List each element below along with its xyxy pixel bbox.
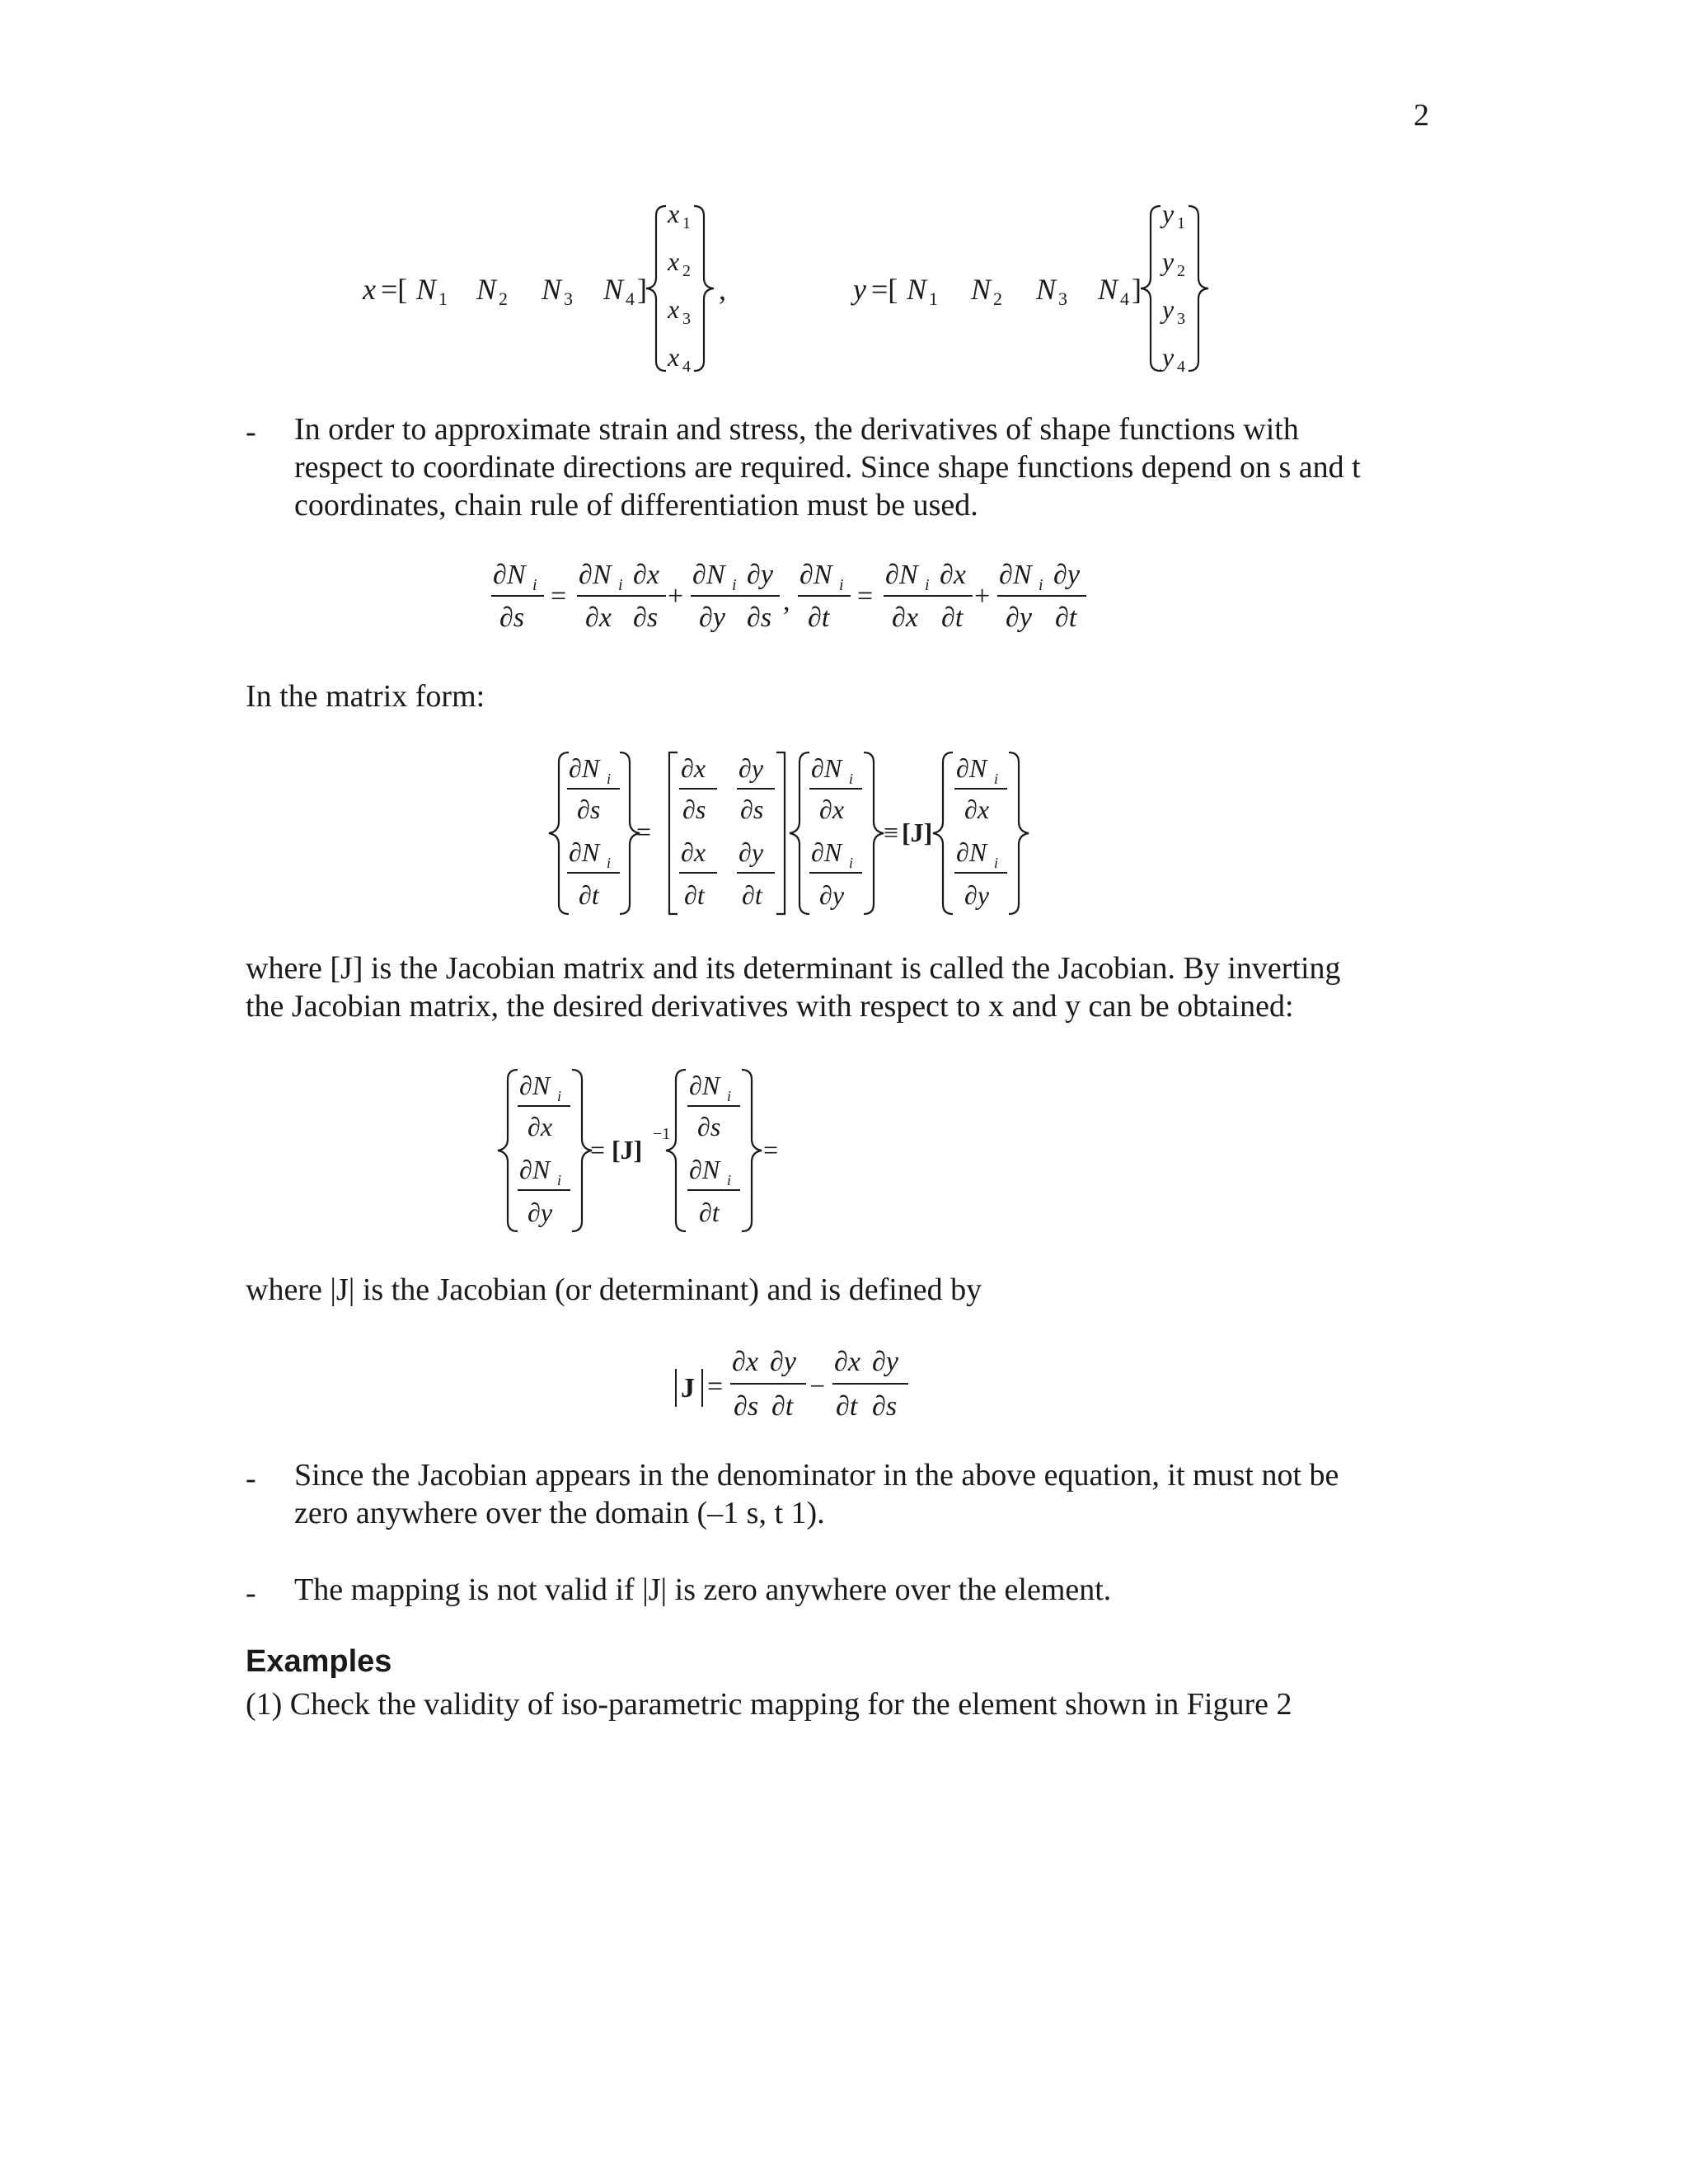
svg-text:y: y <box>1162 342 1175 372</box>
svg-text:1: 1 <box>1177 214 1185 232</box>
svg-text:]: ] <box>637 273 647 306</box>
svg-text:4: 4 <box>1120 288 1129 309</box>
svg-text:∂t: ∂t <box>771 1391 794 1422</box>
example-1-text: (1) Check the validity of iso-parametric mapping for the element shown in Figure 2 <box>246 1687 1292 1722</box>
svg-text:N: N <box>971 273 992 306</box>
svg-text:i: i <box>557 1172 562 1188</box>
svg-text:∂s: ∂s <box>633 602 659 633</box>
svg-text:∂t: ∂t <box>742 880 762 910</box>
svg-text:∂t: ∂t <box>1055 602 1077 633</box>
svg-text:∂N: ∂N <box>811 753 842 783</box>
eq-x-col-3: x <box>668 294 680 324</box>
equation-determinant <box>0 1339 1688 1430</box>
svg-text:∂x: ∂x <box>834 1347 860 1377</box>
eq-x-row-1: N <box>416 273 437 306</box>
svg-text:∂t: ∂t <box>699 1197 720 1227</box>
svg-text:∂N: ∂N <box>999 560 1032 590</box>
svg-text:∂t: ∂t <box>808 602 830 633</box>
svg-text:−: − <box>809 1371 826 1402</box>
svg-text:∂N: ∂N <box>579 560 612 590</box>
bullet-paragraph-3: The mapping is not valid if |J| is zero anywhere over the element. <box>294 1572 1112 1607</box>
svg-text:∂y: ∂y <box>528 1197 553 1227</box>
svg-text:∂x: ∂x <box>585 602 612 633</box>
eq-x-col-4: x <box>668 342 680 372</box>
jacobian-symbol: [J] <box>902 818 933 847</box>
svg-text:∂y: ∂y <box>770 1347 796 1377</box>
svg-text:∂y: ∂y <box>819 880 845 910</box>
svg-text:∂y: ∂y <box>1006 602 1032 633</box>
svg-text:1: 1 <box>682 214 691 232</box>
svg-text:∂y: ∂y <box>738 837 764 867</box>
svg-text:3: 3 <box>564 288 573 309</box>
svg-text:∂N: ∂N <box>569 753 600 783</box>
svg-text:=[: =[ <box>871 273 898 306</box>
determinant-paragraph: where |J| is the Jacobian (or determinant) and is defined by <box>246 1272 982 1307</box>
svg-text:i: i <box>839 576 844 594</box>
svg-text:i: i <box>532 576 537 594</box>
svg-text:∂s: ∂s <box>499 602 525 633</box>
page-number: 2 <box>1414 98 1429 133</box>
svg-text:∂x: ∂x <box>633 560 659 590</box>
svg-text:2: 2 <box>682 262 691 280</box>
eq-x-row-3: N <box>542 273 562 306</box>
svg-text:∂x: ∂x <box>681 753 706 783</box>
svg-text:=[: =[ <box>381 273 408 306</box>
eq-x-lhs: x <box>363 273 376 306</box>
svg-text:∂y: ∂y <box>747 560 773 590</box>
svg-text:∂x: ∂x <box>819 794 845 824</box>
svg-text:∂y: ∂y <box>964 880 990 910</box>
examples-heading: Examples <box>246 1644 392 1679</box>
svg-text:i: i <box>994 855 999 871</box>
equation-coordinate-mapping <box>0 190 1688 387</box>
svg-text:∂N: ∂N <box>692 560 725 590</box>
eq-x-col-1: x <box>668 199 680 228</box>
matrix-form-label: In the matrix form: <box>246 679 485 714</box>
svg-text:∂x: ∂x <box>528 1112 553 1141</box>
svg-text:∂s: ∂s <box>577 794 601 824</box>
determinant-symbol: J <box>681 1373 695 1404</box>
equation-chain-rule <box>0 551 1688 641</box>
svg-text:i: i <box>994 771 999 787</box>
svg-text:4: 4 <box>1177 358 1185 376</box>
bullet-dash-1: - <box>246 415 256 449</box>
equation-inverse-jacobian <box>0 1063 1688 1244</box>
bullet-dash-2: - <box>246 1461 256 1496</box>
svg-text:y: y <box>1162 294 1175 324</box>
svg-text:2: 2 <box>1177 262 1185 280</box>
svg-text:−1: −1 <box>653 1125 671 1143</box>
svg-text:∂s: ∂s <box>697 1112 721 1141</box>
svg-text:i: i <box>925 576 930 594</box>
svg-text:i: i <box>607 771 612 787</box>
svg-text:∂N: ∂N <box>956 837 987 867</box>
eq-x-col-2: x <box>668 246 680 276</box>
svg-text:∂t: ∂t <box>684 880 705 910</box>
svg-text:3: 3 <box>682 310 691 328</box>
svg-text:∂N: ∂N <box>811 837 842 867</box>
svg-text:∂x: ∂x <box>892 602 918 633</box>
svg-text:i: i <box>727 1088 732 1104</box>
svg-text:∂N: ∂N <box>885 560 918 590</box>
svg-text:≡: ≡ <box>884 818 899 847</box>
svg-text:i: i <box>849 855 854 871</box>
svg-text:=: = <box>763 1135 779 1165</box>
svg-text:N: N <box>1036 273 1057 306</box>
svg-text:,: , <box>783 586 790 616</box>
svg-text:i: i <box>727 1172 732 1188</box>
bullet-paragraph-2: Since the Jacobian appears in the denominator in the above equation, it must not be zero anywhere over the domain (–1 s, t 1). <box>294 1458 1339 1530</box>
svg-text:i: i <box>557 1088 562 1104</box>
svg-text:3: 3 <box>1177 310 1185 328</box>
svg-text:∂t: ∂t <box>579 880 599 910</box>
svg-text:∂y: ∂y <box>1053 560 1080 590</box>
svg-text:∂N: ∂N <box>956 753 987 783</box>
svg-text:+: + <box>668 581 684 612</box>
svg-text:∂N: ∂N <box>519 1155 551 1184</box>
jacobian-paragraph: where [J] is the Jacobian matrix and its determinant is called the Jacobian. By inverting the Jacobian matrix, the desired derivatives with respect to x and y can be obtained: <box>246 951 1341 1024</box>
svg-text:∂N: ∂N <box>689 1155 720 1184</box>
svg-text:∂s: ∂s <box>682 794 706 824</box>
svg-text:∂N: ∂N <box>569 837 600 867</box>
svg-text:y: y <box>1162 199 1175 228</box>
svg-text:1: 1 <box>929 288 938 309</box>
svg-text:∂s: ∂s <box>740 794 764 824</box>
svg-text:+: + <box>974 581 991 612</box>
svg-text:∂N: ∂N <box>519 1071 551 1100</box>
svg-text:∂s: ∂s <box>734 1391 759 1422</box>
svg-text:∂x: ∂x <box>681 837 706 867</box>
svg-text:3: 3 <box>1058 288 1067 309</box>
svg-text:2: 2 <box>499 288 508 309</box>
svg-text:∂N: ∂N <box>799 560 832 590</box>
svg-text:=: = <box>636 817 652 846</box>
svg-text:=: = <box>551 581 567 612</box>
svg-text:∂x: ∂x <box>732 1347 758 1377</box>
svg-text:2: 2 <box>993 288 1002 309</box>
svg-text:y: y <box>1162 246 1175 276</box>
svg-text:∂y: ∂y <box>872 1347 898 1377</box>
svg-text:=: = <box>707 1371 724 1402</box>
svg-text:∂t: ∂t <box>941 602 964 633</box>
svg-text:∂s: ∂s <box>747 602 772 633</box>
svg-text:=: = <box>857 581 874 612</box>
bullet-paragraph-1: In order to approximate strain and stress, the derivatives of shape functions with respect to coordinate directions are required. Since shape functions depend on s and t coordinates, chain rule of differentiation must be used. <box>294 412 1361 523</box>
inverse-jacobian-symbol: [J] <box>612 1135 643 1165</box>
svg-text:∂y: ∂y <box>699 602 725 633</box>
svg-text:4: 4 <box>626 288 635 309</box>
svg-text:]: ] <box>1132 273 1142 306</box>
svg-text:1: 1 <box>438 288 448 309</box>
svg-text:i: i <box>618 576 623 594</box>
svg-text:4: 4 <box>682 358 691 376</box>
svg-text:∂x: ∂x <box>940 560 966 590</box>
svg-text:N: N <box>1098 273 1118 306</box>
svg-text:i: i <box>607 855 612 871</box>
svg-text:∂N: ∂N <box>493 560 526 590</box>
svg-text:∂N: ∂N <box>689 1071 720 1100</box>
svg-text:∂y: ∂y <box>738 753 764 783</box>
svg-text:∂x: ∂x <box>964 794 990 824</box>
svg-text:∂s: ∂s <box>872 1391 898 1422</box>
svg-text:i: i <box>1039 576 1043 594</box>
eq-x-row-2: N <box>476 273 497 306</box>
svg-text:∂t: ∂t <box>836 1391 858 1422</box>
svg-text:i: i <box>732 576 737 594</box>
svg-text:N: N <box>907 273 927 306</box>
eq-y-lhs: y <box>853 273 866 306</box>
bullet-dash-3: - <box>246 1576 256 1610</box>
eq-x-row-4: N <box>603 273 624 306</box>
svg-text:i: i <box>849 771 854 787</box>
svg-text:=: = <box>590 1135 606 1165</box>
equation-matrix-form <box>0 746 1688 927</box>
svg-text:,: , <box>719 273 726 306</box>
